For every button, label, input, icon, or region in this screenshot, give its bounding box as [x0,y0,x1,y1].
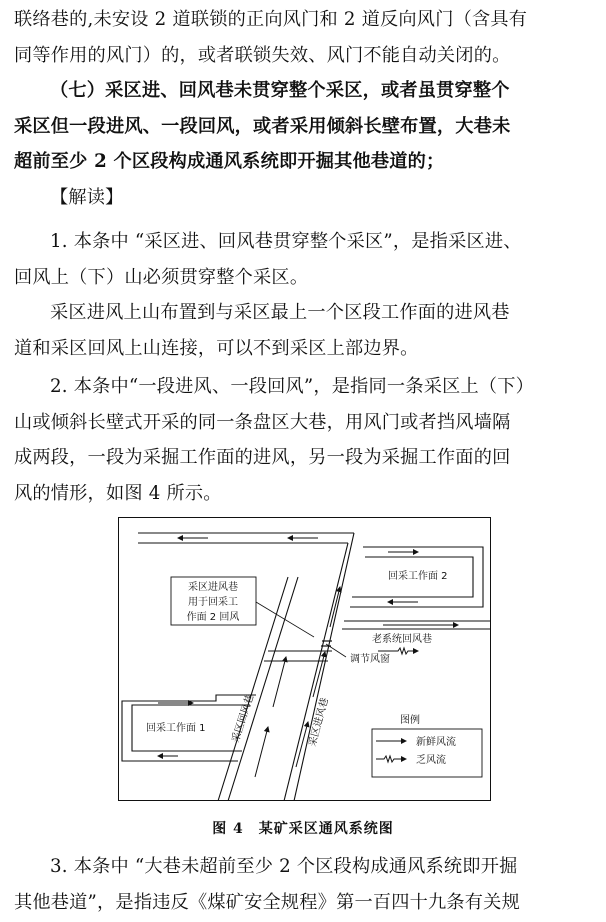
clause-seven [14,73,598,180]
interpretation-3 [14,849,598,920]
interpretation-2 [14,369,598,511]
text-line: 联络巷的,未安设 2 道联锁的正向风门和 2 道反向风门（含具有 [14,9,528,30]
legend-title: 图例 [400,715,420,726]
callout-line: 作面 2 回风 [186,612,240,623]
figure-caption: 图 4 某矿采区通风系统图 [212,821,394,837]
text-line: 成两段，一段为采掘工作面的进风，另一段为采掘工作面的回 [14,447,511,468]
text-line: 同等作用的风门）的，或者联锁失效、风门不能自动关闭的。 [14,44,511,66]
text-line: 1. 本条中 “采区进、回风巷贯穿整个采区”，是指采区进、 [50,231,522,252]
interpretation-1b [14,295,598,366]
text-line: 采区进风上山布置到与采区最上一个区段工作面的进风巷 [50,302,510,323]
ventilation-diagram [118,517,491,801]
text-line: 回风上（下）山必须贯穿整个采区。 [14,266,309,288]
text-line: 山或倾斜长壁式开采的同一条盘区大巷，用风门或者挡风墙隔 [14,411,511,433]
text-line: 3. 本条中 “大巷未超前至少 2 个区段构成通风系统即开掘 [50,856,518,877]
legend-fresh-label: 新鲜风流 [416,737,456,748]
text-line: （七）采区进、回风巷未贯穿整个采区，或者虽贯穿整个 [50,80,510,101]
paragraph-top [14,2,598,73]
text-line: 道和采区回风上山连接，可以不到采区上部边界。 [14,337,419,359]
text-line: 其他巷道”，是指违反《煤矿安全规程》第一百四十九条有关规 [14,891,520,913]
label-return-incline: 采区回风巷 [230,692,257,744]
interpretation-1 [14,224,598,295]
callout-line: 用于回采工 [188,597,238,608]
label-face1: 回采工作面 1 [146,723,206,734]
text-line: 采区但一段进风、一段回风，或者采用倾斜长壁布置，大巷未 [14,115,511,137]
text-line: 超前至少 2 个区段构成通风系统即开掘其他巷道的； [14,151,445,172]
label-regulator: 调节风窗 [350,654,390,665]
label-intake-incline: 采区进风巷 [307,696,331,748]
callout-line: 采区进风巷 [188,582,238,593]
label-old-return: 老系统回风巷 [372,634,432,645]
interpretation-heading [14,180,598,216]
text-line: 2. 本条中“一段进风、一段回风”，是指同一条采区上（下） [50,376,535,397]
legend-stale-label: 乏风流 [416,755,446,766]
heading-text: 【解读】 [50,187,124,208]
label-face2: 回采工作面 2 [388,571,448,582]
text-line: 风的情形，如图 4 所示。 [14,482,222,504]
